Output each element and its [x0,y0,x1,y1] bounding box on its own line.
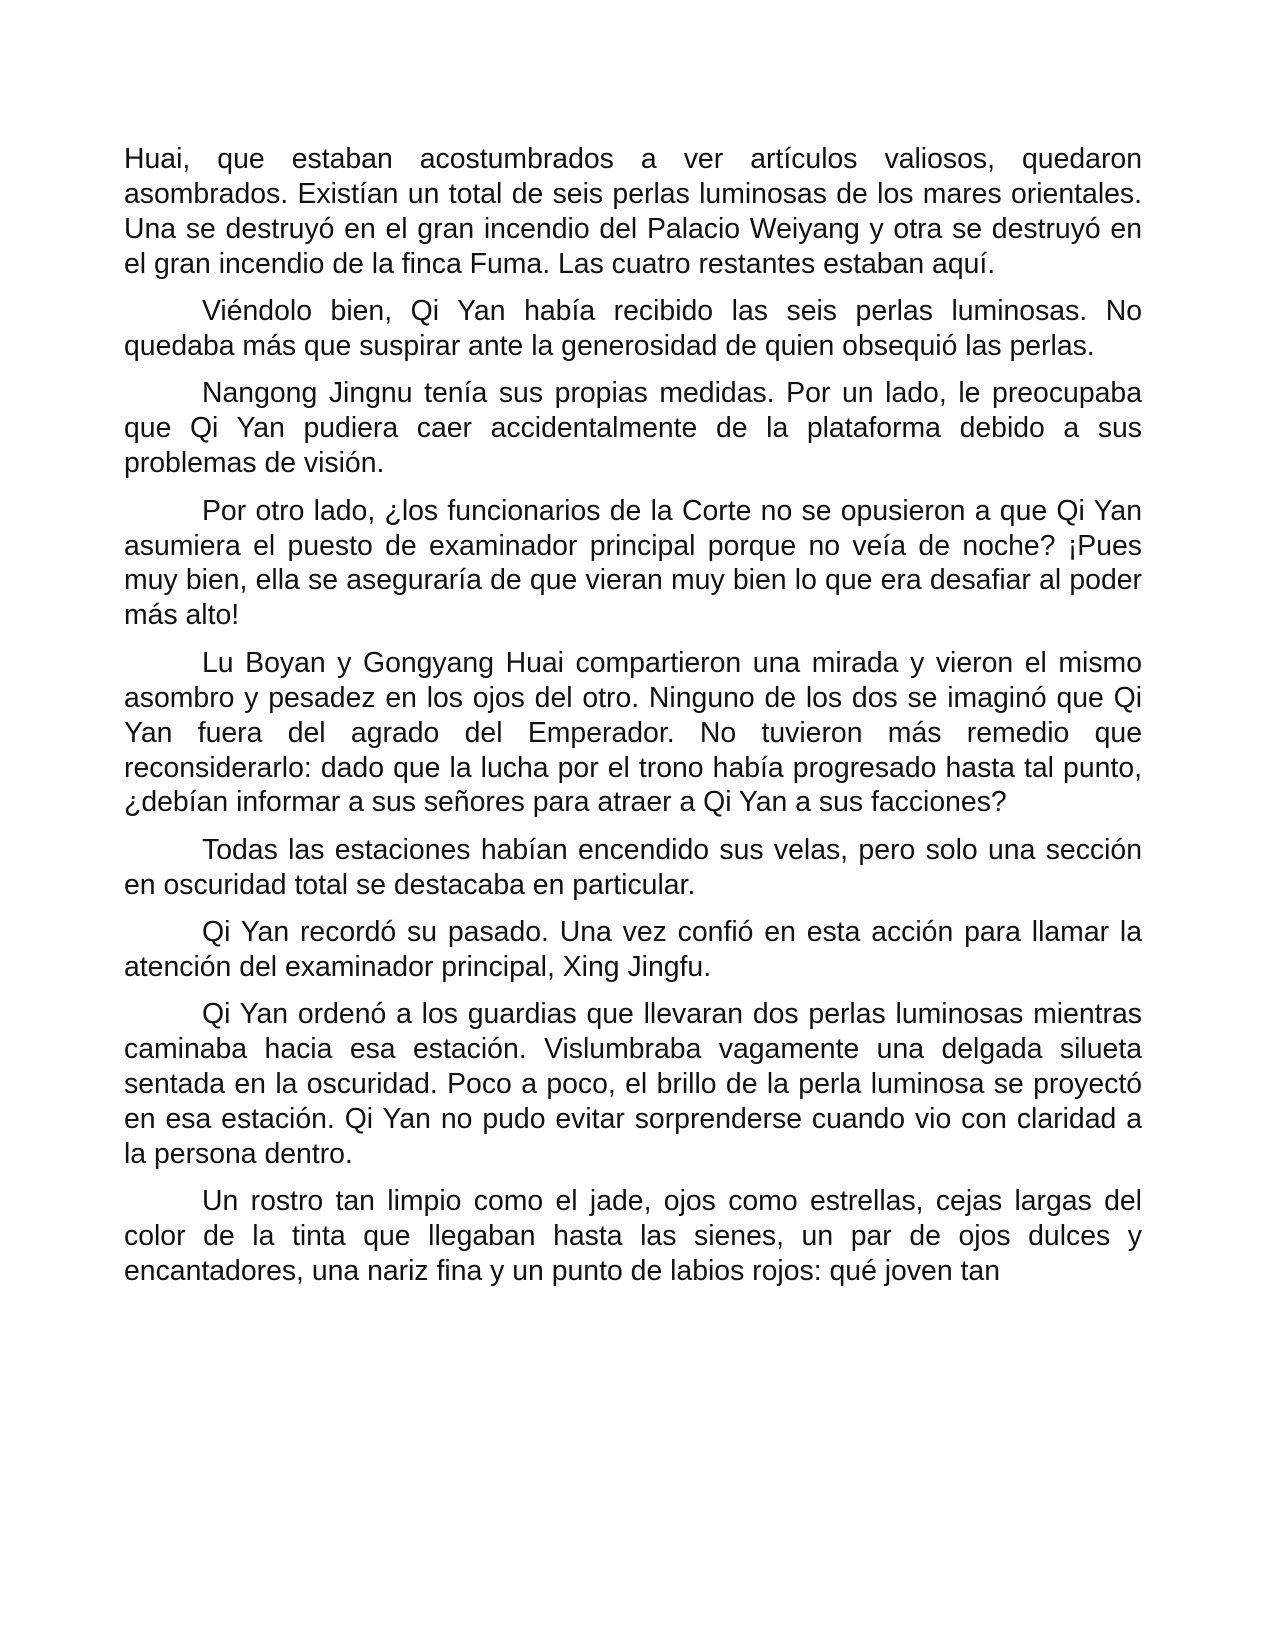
paragraph: Todas las estaciones habían encendido sus velas, pero solo una sección en oscuridad total se destacaba en particular. [124,833,1142,901]
paragraph: Lu Boyan y Gongyang Huai compartieron una mirada y vieron el mismo asombro y pesadez en los ojos del otro. Ninguno de los dos se imaginó que Qi Yan fuera del agrado del Emperador. No tuvieron más remedio que reconsiderarlo: dado que la lucha por el trono había progresado hasta tal punto, ¿debían informar a sus señores para atraer a Qi Yan a sus facciones? [124,646,1142,819]
paragraph: Un rostro tan limpio como el jade, ojos como estrellas, cejas largas del color de la tinta que llegaban hasta las sienes, un par de ojos dulces y encantadores, una nariz fina y un punto de labios rojos: qué joven tan [124,1185,1142,1288]
document-page [124,142,1142,1302]
paragraph: Qi Yan recordó su pasado. Una vez confió en esta acción para llamar la atención del examinador principal, Xing Jingfu. [124,916,1142,984]
paragraph: Viéndolo bien, Qi Yan había recibido las seis perlas luminosas. No quedaba más que suspirar ante la generosidad de quien obsequió las perlas. [124,295,1142,363]
paragraph: Qi Yan ordenó a los guardias que llevaran dos perlas luminosas mientras caminaba hacia esa estación. Vislumbraba vagamente una delgada silueta sentada en la oscuridad. Poco a poco, el brillo de la perla luminosa se proyectó en esa estación. Qi Yan no pudo evitar sorprenderse cuando vio con claridad a la persona dentro. [124,998,1142,1171]
paragraph: Nangong Jingnu tenía sus propias medidas. Por un lado, le preocupaba que Qi Yan pudiera caer accidentalmente de la plataforma debido a sus problemas de visión. [124,377,1142,480]
paragraph: Huai, que estaban acostumbrados a ver artículos valiosos, quedaron asombrados. Existían un total de seis perlas luminosas de los mares orientales. Una se destruyó en el gran incendio del Palacio Weiyang y otra se destruyó en el gran incendio de la finca Fuma. Las cuatro restantes estaban aquí. [124,143,1142,280]
paragraph: Por otro lado, ¿los funcionarios de la Corte no se opusieron a que Qi Yan asumiera el puesto de examinador principal porque no veía de noche? ¡Pues muy bien, ella se aseguraría de que vieran muy bien lo que era desafiar al poder más alto! [124,494,1142,632]
